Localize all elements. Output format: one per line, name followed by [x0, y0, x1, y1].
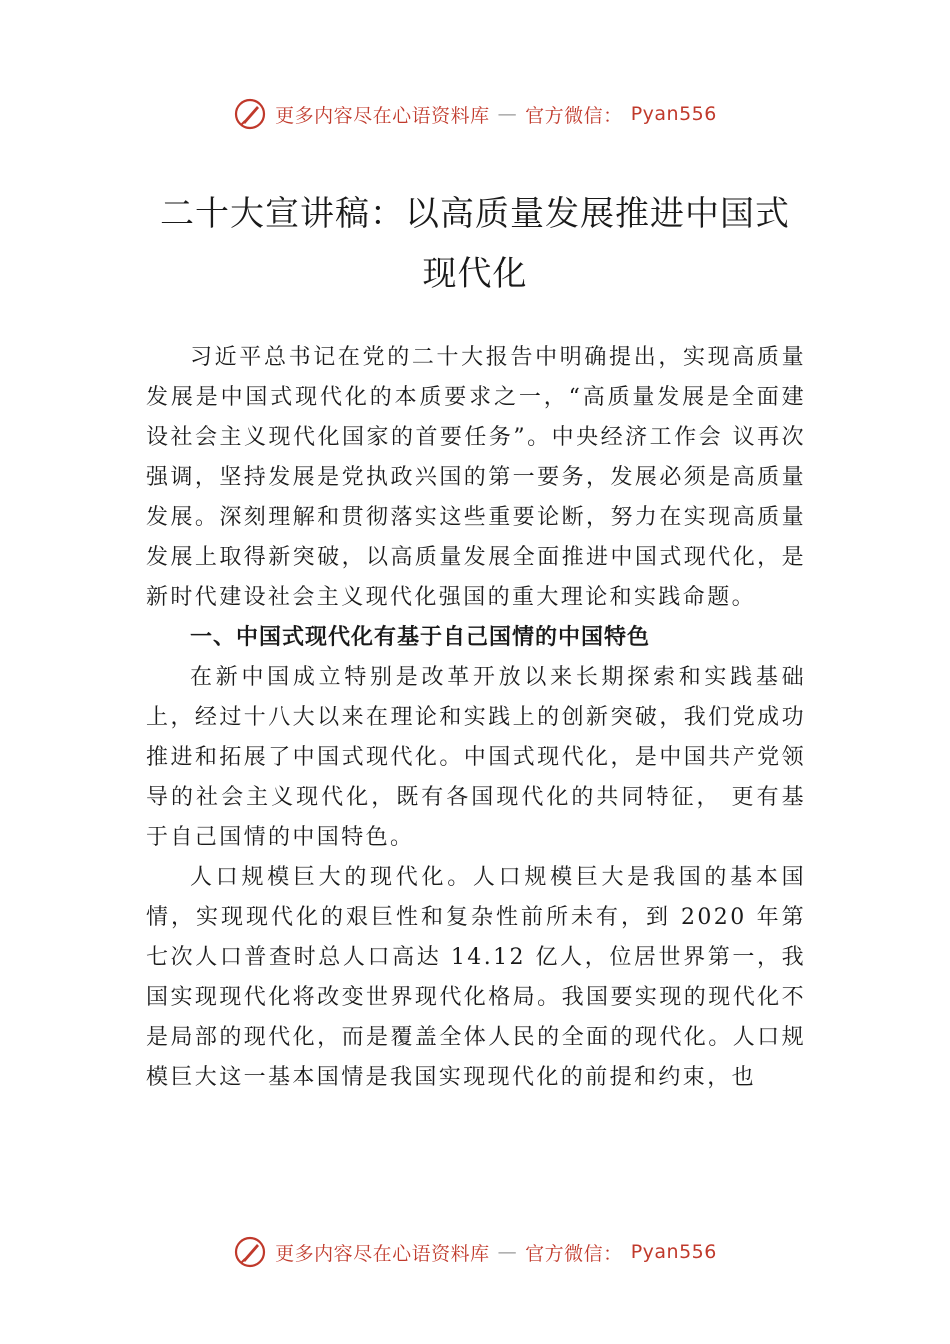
section-paragraph: 人口规模巨大的现代化。人口规模巨大是我国的基本国情，实现现代化的艰巨性和复杂性前所未有，到 2020 年第七次人口普查时总人口高达 14.12 亿人，位居世界第一，我国实现现代化将改变世界现代化格局。我国要实现的现代化不是局部的现代化，而是覆盖全体人民的全面的现代化。人口规模巨大这一基本国情是我国实现现代化的前提和约束，也 [146, 865, 806, 1090]
watermark-text: 更多内容尽在心语资料库 [275, 1242, 490, 1265]
watermark-separator: — [497, 1241, 518, 1263]
watermark-wechat-id: Pyan556 [630, 1241, 717, 1263]
footer-watermark [0, 1232, 950, 1272]
watermark-separator: — [497, 103, 518, 125]
watermark-wechat-id: Pyan556 [630, 103, 717, 125]
quill-logo-icon [233, 1235, 267, 1269]
document-body [146, 338, 806, 1098]
section-paragraph: 在新中国成立特别是改革开放以来长期探索和实践基础上，经过十八大以来在理论和实践上的创新突破，我们党成功推进和拓展了中国式现代化。中国式现代化，是中国共产党领导的社会主义现代化，既有各国现代化的共同特征， 更有基于自己国情的中国特色。 [146, 665, 806, 850]
document-title: 二十大宣讲稿：以高质量发展推进中国式现代化 [160, 194, 790, 294]
watermark-wechat-label: 官方微信： [525, 1242, 623, 1265]
header-watermark [0, 94, 950, 134]
quill-logo-icon [233, 97, 267, 131]
section-heading: 一、中国式现代化有基于自己国情的中国特色 [190, 625, 651, 650]
intro-paragraph: 习近平总书记在党的二十大报告中明确提出，实现高质量发展是中国式现代化的本质要求之一，“高质量发展是全面建设社会主义现代化国家的首要任务”。中央经济工作会 议再次强调，坚持发展是党执政兴国的第一要务，发展必须是高质量发展。深刻理解和贯彻落实这些重要论断，努力在实现高质量发展上取得新突破，以高质量发展全面推进中国式现代化，是新时代建设社会主义现代化强国的重大理论和实践命题。 [146, 345, 806, 610]
watermark-wechat-label: 官方微信： [525, 104, 623, 127]
watermark-text: 更多内容尽在心语资料库 [275, 104, 490, 127]
